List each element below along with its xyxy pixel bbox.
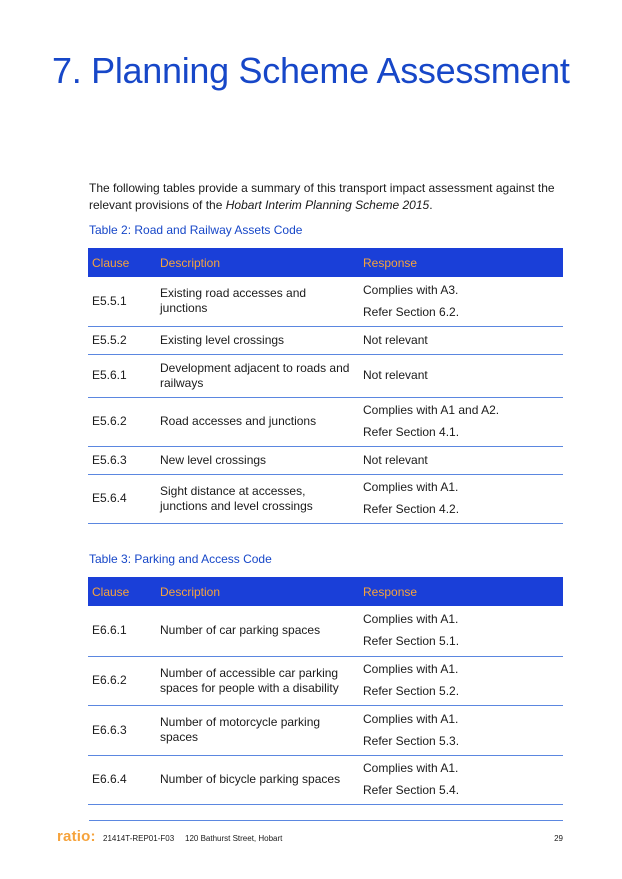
table-row [88, 326, 563, 354]
table-row [88, 354, 563, 397]
response-line: Complies with A1. [363, 761, 459, 775]
response-cell [359, 755, 563, 804]
footer-divider [89, 820, 563, 821]
response-cell [359, 326, 563, 354]
description-cell: Sight distance at accesses, junctions and level crossings [156, 474, 359, 523]
table2-caption: Table 2: Road and Railway Assets Code [89, 223, 303, 237]
response-line: Complies with A3. [363, 282, 459, 297]
clause-cell: E5.6.4 [88, 474, 156, 523]
clause-cell: E5.5.1 [88, 277, 156, 326]
response-line: Not relevant [363, 368, 428, 382]
response-line: Complies with A1. [363, 711, 459, 726]
description-cell: New level crossings [156, 446, 359, 474]
response-cell [359, 705, 563, 755]
response-cell [359, 354, 563, 397]
clause-cell: E6.6.4 [88, 755, 156, 804]
page-number: 29 [554, 834, 563, 843]
table-row [88, 397, 563, 446]
description-cell: Number of motorcycle parking spaces [156, 705, 359, 755]
response-line: Refer Section 5.4. [363, 783, 460, 797]
response-line: Refer Section 5.1. [363, 634, 460, 649]
clause-cell: E5.5.2 [88, 326, 156, 354]
response-line: Complies with A1 and A2. [363, 403, 500, 417]
description-cell: Number of accessible car parking spaces for people with a disability [156, 656, 359, 705]
response-line: Not relevant [363, 332, 428, 347]
clause-cell: E5.6.1 [88, 354, 156, 397]
column-header-clause: Clause [88, 577, 156, 606]
table-row [88, 606, 563, 656]
response-line: Not relevant [363, 452, 428, 467]
response-line: Refer Section 5.2. [363, 684, 460, 698]
response-line: Refer Section 4.2. [363, 502, 460, 516]
column-header-response: Response [359, 248, 563, 277]
column-header-description: Description [156, 248, 359, 277]
intro-scheme-name: Hobart Interim Planning Scheme 2015 [225, 198, 430, 212]
table-header-row [88, 248, 563, 277]
ratio-logo: ratio: [57, 828, 96, 845]
table-row [88, 277, 563, 326]
table-row [88, 446, 563, 474]
column-header-response: Response [359, 577, 563, 606]
clause-cell: E6.6.1 [88, 606, 156, 656]
clause-cell: E5.6.2 [88, 397, 156, 446]
page-title: 7. Planning Scheme Assessment [52, 50, 570, 91]
table-row [88, 755, 563, 804]
intro-paragraph [89, 180, 569, 214]
table-row [88, 705, 563, 755]
description-cell: Existing level crossings [156, 326, 359, 354]
clause-cell: E6.6.2 [88, 656, 156, 705]
column-header-clause: Clause [88, 248, 156, 277]
document-reference: 21414T-REP01-F03 [103, 834, 175, 843]
response-line: Complies with A1. [363, 662, 459, 676]
description-cell: Existing road accesses and junctions [156, 277, 359, 326]
description-cell: Number of bicycle parking spaces [156, 755, 359, 804]
column-header-description: Description [156, 577, 359, 606]
site-address: 120 Bathurst Street, Hobart [185, 834, 283, 843]
table-header-row [88, 577, 563, 606]
response-line: Complies with A1. [363, 612, 459, 627]
response-cell [359, 446, 563, 474]
table-row [88, 656, 563, 705]
response-cell [359, 277, 563, 326]
response-cell [359, 656, 563, 705]
description-cell: Development adjacent to roads and railways [156, 354, 359, 397]
response-line: Refer Section 5.3. [363, 733, 460, 748]
clause-cell: E6.6.3 [88, 705, 156, 755]
intro-text: The following tables provide a summary of this transport impact assessment against the relevant provisions of the [89, 181, 555, 212]
intro-text-end: . [429, 198, 433, 212]
description-cell: Road accesses and junctions [156, 397, 359, 446]
page-footer [57, 828, 563, 848]
description-cell: Number of car parking spaces [156, 606, 359, 656]
clause-cell: E5.6.3 [88, 446, 156, 474]
table3-caption: Table 3: Parking and Access Code [89, 552, 272, 566]
road-railway-table [88, 248, 563, 524]
response-cell [359, 474, 563, 523]
response-cell [359, 397, 563, 446]
table-row [88, 474, 563, 523]
parking-access-table [88, 577, 563, 805]
response-line: Refer Section 6.2. [363, 304, 460, 319]
response-line: Refer Section 4.1. [363, 425, 460, 439]
response-cell [359, 606, 563, 656]
response-line: Complies with A1. [363, 480, 459, 494]
